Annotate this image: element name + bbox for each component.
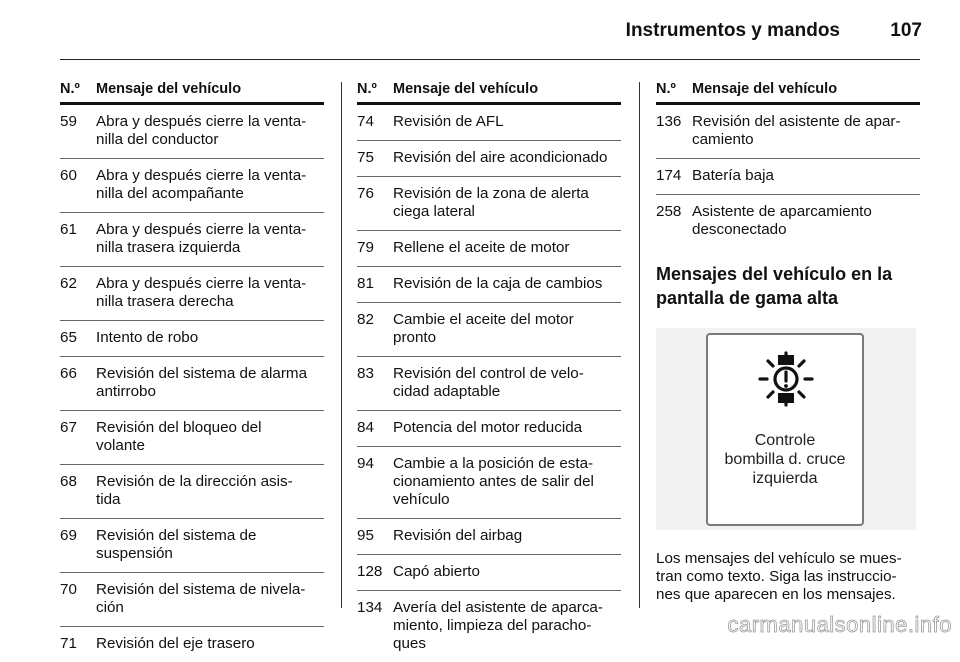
- section-heading-line: Mensajes del vehículo en la: [656, 264, 893, 284]
- header-title: Instrumentos y mandos: [625, 20, 840, 41]
- paragraph-line: nes que aparecen en los mensajes.: [656, 586, 896, 603]
- message-number: 61: [60, 221, 77, 238]
- table-row: [357, 267, 621, 303]
- message-number: 84: [357, 419, 374, 436]
- message-number: 59: [60, 113, 77, 130]
- message-text-line: Batería baja: [692, 167, 774, 184]
- message-text-line: nilla trasera derecha: [96, 293, 234, 310]
- message-text-line: cionamiento antes de salir del: [393, 473, 594, 490]
- message-text: [393, 149, 621, 167]
- page-number: 107: [890, 20, 922, 41]
- message-text-line: ciega lateral: [393, 203, 475, 220]
- table-row: [357, 447, 621, 519]
- table-body: [656, 105, 920, 248]
- message-number: 134: [357, 599, 383, 616]
- message-text: [96, 581, 324, 617]
- message-text-line: Abra y después cierre la venta-: [96, 221, 307, 238]
- table-row: [357, 177, 621, 231]
- message-text-line: nilla del acompañante: [96, 185, 244, 202]
- message-text-line: Cambie a la posición de esta-: [393, 455, 594, 472]
- message-text-line: miento, limpieza del paracho-: [393, 617, 592, 634]
- message-number: 66: [60, 365, 77, 382]
- message-text-line: Intento de robo: [96, 329, 199, 346]
- message-text-line: Rellene el aceite de motor: [393, 239, 570, 256]
- message-text: [393, 311, 621, 347]
- column-divider-2: [639, 82, 640, 608]
- message-text-line: suspensión: [96, 545, 173, 562]
- message-text-line: Revisión del asistente de apar-: [692, 113, 901, 130]
- table-row: [357, 555, 621, 591]
- header-number: N.º: [357, 81, 377, 97]
- message-text-line: nilla del conductor: [96, 131, 219, 148]
- table-row: [60, 411, 324, 465]
- display-illustration: [656, 328, 916, 530]
- message-text: [393, 419, 621, 437]
- table-row: [60, 159, 324, 213]
- message-number: 136: [656, 113, 682, 130]
- message-text: [96, 167, 324, 203]
- table-header: [357, 80, 621, 105]
- display-panel: [706, 333, 864, 526]
- message-text-line: vehículo: [393, 491, 450, 508]
- table-row: [60, 519, 324, 573]
- message-text-line: Avería del asistente de aparca-: [393, 599, 603, 616]
- table-row: [357, 519, 621, 555]
- table-body: [357, 105, 621, 662]
- display-message-line: Controle: [754, 432, 816, 449]
- table-row: [357, 357, 621, 411]
- message-text: [96, 329, 324, 347]
- message-text-line: tida: [96, 491, 121, 508]
- message-text: [393, 185, 621, 221]
- message-text-line: Revisión de AFL: [393, 113, 504, 130]
- message-text: [96, 473, 324, 509]
- message-number: 174: [656, 167, 682, 184]
- message-table-column-2: [357, 80, 621, 662]
- message-text-line: Revisión del aire acondicionado: [393, 149, 608, 166]
- message-number: 74: [357, 113, 374, 130]
- message-text-line: camiento: [692, 131, 754, 148]
- display-message-line: izquierda: [752, 470, 818, 487]
- display-message-line: bombilla d. cruce: [724, 451, 846, 468]
- table-row: [357, 231, 621, 267]
- message-text-line: Revisión del sistema de: [96, 527, 257, 544]
- message-text: [96, 635, 324, 653]
- message-text-line: Revisión del sistema de alarma: [96, 365, 308, 382]
- header-message: Mensaje del vehículo: [96, 81, 242, 97]
- paragraph-line: tran como texto. Siga las instruccio-: [656, 568, 897, 585]
- message-table-column-1: [60, 80, 324, 662]
- message-number: 76: [357, 185, 374, 202]
- column-divider-1: [341, 82, 342, 608]
- message-text-line: ción: [96, 599, 124, 616]
- message-text: [393, 113, 621, 131]
- message-number: 128: [357, 563, 383, 580]
- message-number: 95: [357, 527, 374, 544]
- message-text: [393, 527, 621, 545]
- message-text-line: Revisión de la zona de alerta: [393, 185, 589, 202]
- table-header: [656, 80, 920, 105]
- message-text-line: ques: [393, 635, 426, 652]
- bulb-warning-icon: [754, 347, 818, 411]
- message-number: 70: [60, 581, 77, 598]
- message-text-line: Revisión del bloqueo del: [96, 419, 262, 436]
- message-number: 62: [60, 275, 77, 292]
- table-row: [357, 141, 621, 177]
- message-text: [96, 221, 324, 257]
- message-text-line: Abra y después cierre la venta-: [96, 167, 307, 184]
- message-text-line: nilla trasera izquierda: [96, 239, 241, 256]
- message-text-line: pronto: [393, 329, 437, 346]
- message-number: 71: [60, 635, 77, 652]
- table-body: [60, 105, 324, 662]
- section-heading: [656, 262, 920, 310]
- message-text: [96, 365, 324, 401]
- message-text: [692, 113, 920, 149]
- message-text-line: Potencia del motor reducida: [393, 419, 583, 436]
- table-row: [656, 159, 920, 195]
- table-row: [60, 573, 324, 627]
- message-text-line: antirrobo: [96, 383, 156, 400]
- message-text: [692, 167, 920, 185]
- message-text-line: Revisión del control de velo-: [393, 365, 584, 382]
- message-text-line: Asistente de aparcamiento: [692, 203, 872, 220]
- message-text: [96, 275, 324, 311]
- message-number: 67: [60, 419, 77, 436]
- message-text-line: cidad adaptable: [393, 383, 501, 400]
- message-text: [393, 239, 621, 257]
- header-message: Mensaje del vehículo: [393, 81, 539, 97]
- message-text-line: Abra y después cierre la venta-: [96, 113, 307, 130]
- message-text: [393, 599, 621, 653]
- display-message: [708, 431, 862, 488]
- message-text-line: Revisión del eje trasero: [96, 635, 255, 652]
- header-rule: [60, 59, 920, 60]
- table-row: [60, 105, 324, 159]
- message-number: 65: [60, 329, 77, 346]
- message-text: [393, 365, 621, 401]
- message-text-line: Revisión de la dirección asis-: [96, 473, 293, 490]
- table-row: [60, 213, 324, 267]
- message-text: [96, 527, 324, 563]
- message-number: 79: [357, 239, 374, 256]
- message-table-column-3: [656, 80, 920, 604]
- table-row: [357, 411, 621, 447]
- message-text: [96, 419, 324, 455]
- table-row: [60, 321, 324, 357]
- table-row: [656, 195, 920, 248]
- message-number: 82: [357, 311, 374, 328]
- table-row: [357, 105, 621, 141]
- message-number: 69: [60, 527, 77, 544]
- watermark: carmanualsonline.info: [727, 612, 952, 637]
- header-message: Mensaje del vehículo: [692, 81, 838, 97]
- message-number: 258: [656, 203, 682, 220]
- message-number: 75: [357, 149, 374, 166]
- message-number: 83: [357, 365, 374, 382]
- message-text: [692, 203, 920, 239]
- message-text-line: Revisión del airbag: [393, 527, 523, 544]
- message-number: 68: [60, 473, 77, 490]
- message-text: [96, 113, 324, 149]
- table-row: [60, 627, 324, 662]
- message-text-line: Cambie el aceite del motor: [393, 311, 574, 328]
- message-text-line: Capó abierto: [393, 563, 480, 580]
- message-text: [393, 563, 621, 581]
- message-number: 60: [60, 167, 77, 184]
- table-header: [60, 80, 324, 105]
- message-text-line: volante: [96, 437, 145, 454]
- table-row: [60, 357, 324, 411]
- section-heading-line: pantalla de gama alta: [656, 288, 839, 308]
- message-text-line: desconectado: [692, 221, 787, 238]
- message-text: [393, 455, 621, 509]
- message-number: 94: [357, 455, 374, 472]
- message-text-line: Revisión de la caja de cambios: [393, 275, 603, 292]
- body-paragraph: [656, 550, 920, 604]
- paragraph-line: Los mensajes del vehículo se mues-: [656, 550, 902, 567]
- header-number: N.º: [60, 81, 80, 97]
- table-row: [60, 465, 324, 519]
- table-row: [60, 267, 324, 321]
- message-text-line: Abra y después cierre la venta-: [96, 275, 307, 292]
- message-number: 81: [357, 275, 374, 292]
- table-row: [357, 591, 621, 662]
- header-number: N.º: [656, 81, 676, 97]
- table-row: [656, 105, 920, 159]
- table-row: [357, 303, 621, 357]
- message-text: [393, 275, 621, 293]
- message-text-line: Revisión del sistema de nivela-: [96, 581, 306, 598]
